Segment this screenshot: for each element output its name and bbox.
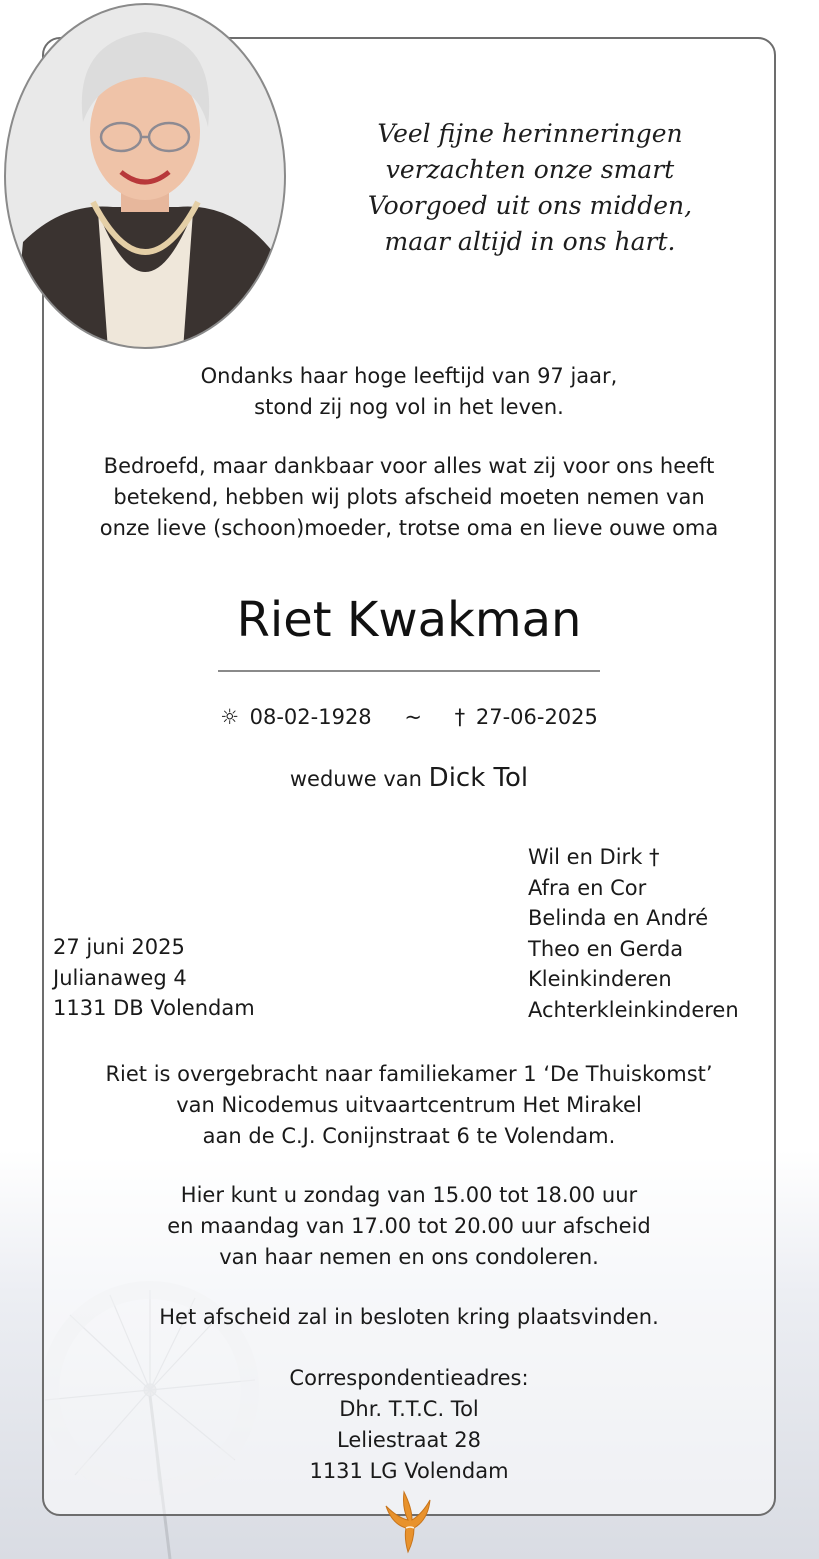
farewell-line: Het afscheid zal in besloten kring plaatsvinden. bbox=[159, 1305, 659, 1329]
correspondence-line: Leliestraat 28 bbox=[336, 1428, 482, 1452]
family-member: Theo en Gerda bbox=[528, 936, 684, 961]
deceased-name: Riet Kwakman bbox=[236, 592, 582, 648]
dove-logo-icon bbox=[380, 1488, 436, 1554]
intro-text bbox=[42, 361, 776, 423]
address-line: Julianaweg 4 bbox=[53, 965, 187, 990]
name-divider bbox=[218, 670, 600, 672]
spouse-name: Dick Tol bbox=[428, 763, 529, 793]
visiting-hours bbox=[42, 1180, 776, 1273]
announcement-line: onze lieve (schoon)moeder, trotse oma en lieve ouwe oma bbox=[99, 516, 719, 540]
correspondence-address bbox=[42, 1363, 776, 1487]
address-line: 27 juni 2025 bbox=[53, 935, 185, 959]
address-line: 1131 DB Volendam bbox=[53, 996, 255, 1020]
date-separator: ~ bbox=[404, 705, 422, 729]
life-dates bbox=[42, 700, 776, 733]
family-member: Afra en Cor bbox=[528, 875, 647, 900]
poem-line: maar altijd in ons hart. bbox=[384, 227, 676, 256]
cross-icon: † bbox=[454, 705, 466, 729]
family-member: Wil en Dirk † bbox=[528, 845, 660, 869]
announcement-text bbox=[42, 451, 776, 544]
location-line: aan de C.J. Conijnstraat 6 te Volendam. bbox=[202, 1124, 616, 1148]
farewell-text bbox=[42, 1302, 776, 1333]
birth-date: 08-02-1928 bbox=[249, 705, 372, 729]
announcement-line: Bedroefd, maar dankbaar voor alles wat zij voor ons heeft bbox=[103, 454, 715, 478]
poem bbox=[300, 116, 760, 260]
visiting-line: Hier kunt u zondag van 15.00 tot 18.00 uur bbox=[180, 1183, 638, 1207]
family-member: Belinda en André bbox=[528, 906, 709, 930]
announcement-line: betekend, hebben wij plots afscheid moeten nemen van bbox=[113, 485, 705, 509]
family-member: Kleinkinderen bbox=[528, 967, 672, 991]
widow-line bbox=[42, 760, 776, 797]
family-member: Achterkleinkinderen bbox=[528, 997, 739, 1022]
family-list bbox=[528, 842, 739, 1025]
death-date: 27-06-2025 bbox=[475, 705, 598, 729]
portrait-photo bbox=[3, 2, 287, 350]
poem-line: Voorgoed uit ons midden, bbox=[367, 191, 693, 220]
correspondence-line: Dhr. T.T.C. Tol bbox=[339, 1397, 479, 1421]
intro-line: stond zij nog vol in het leven. bbox=[254, 395, 564, 419]
poem-line: Veel fijne herinneringen bbox=[377, 119, 683, 148]
visiting-line: en maandag van 17.00 tot 20.00 uur afscheid bbox=[167, 1214, 651, 1238]
correspondence-line: Correspondentieadres: bbox=[289, 1366, 529, 1390]
poem-line: verzachten onze smart bbox=[385, 155, 675, 184]
visiting-line: van haar nemen en ons condoleren. bbox=[219, 1245, 599, 1269]
location-line: van Nicodemus uitvaartcentrum Het Mirakel bbox=[176, 1093, 642, 1117]
location-text bbox=[42, 1059, 776, 1152]
correspondence-line: 1131 LG Volendam bbox=[309, 1459, 509, 1483]
sun-icon: ☼ bbox=[220, 705, 239, 729]
widow-prefix: weduwe van bbox=[289, 767, 422, 791]
intro-line: Ondanks haar hoge leeftijd van 97 jaar, bbox=[200, 364, 618, 388]
family-address bbox=[53, 932, 255, 1024]
location-line: Riet is overgebracht naar familiekamer 1 ‘De Thuiskomst’ bbox=[105, 1062, 713, 1086]
